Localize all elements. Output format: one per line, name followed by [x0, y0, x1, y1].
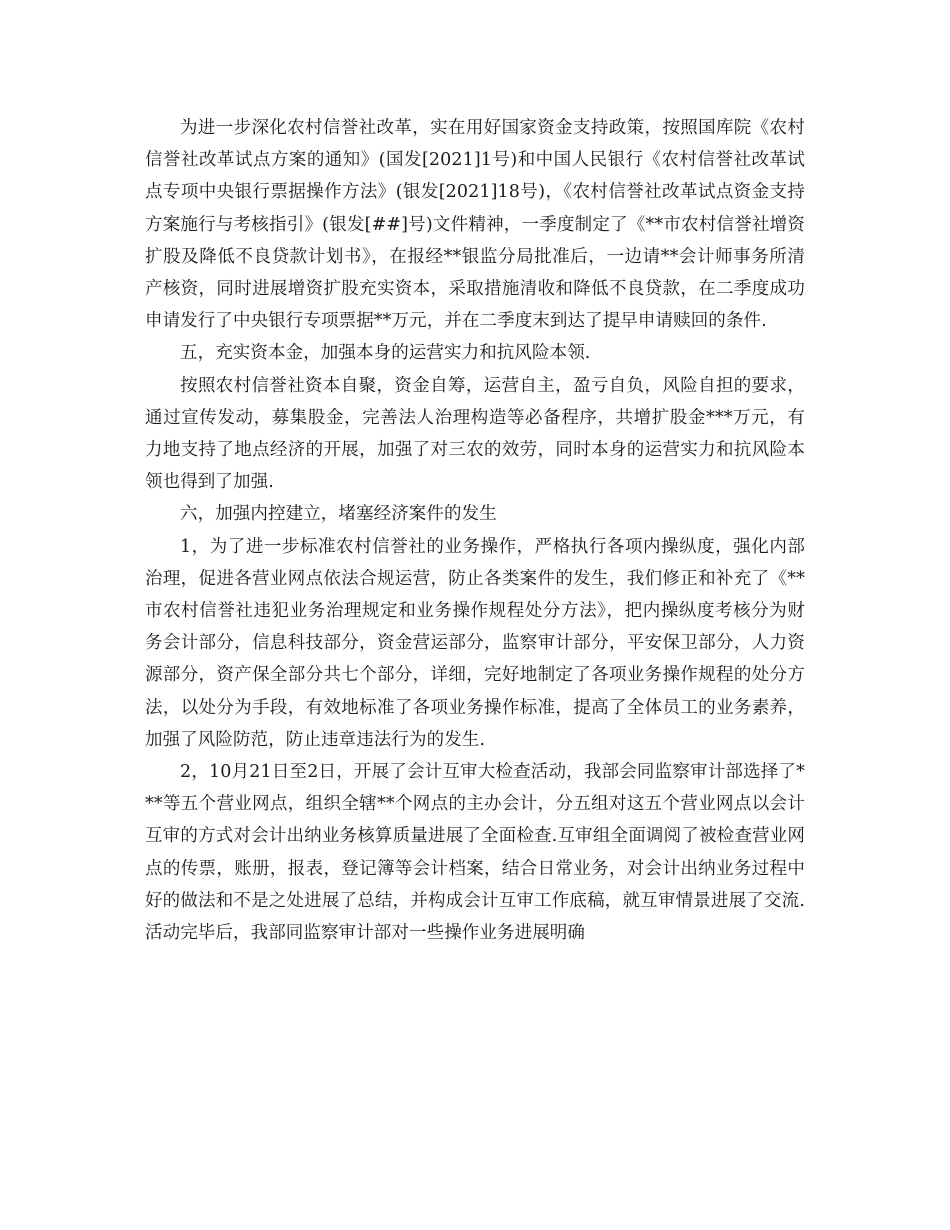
paragraph-reform-funding: 为进一步深化农村信誉社改革，实在用好国家资金支持政策，按照国库院《农村信誉社改革试点方案的通知》(国发[2021]1号)和中国人民银行《农村信誉社改革试点专项中央银行票据操作方法》(银发[2021]18号)，《农村信誉社改革试点资金支持方案施行与考核指引》(银发[##]号)文件精神，一季度制定了《**市农村信誉社增资扩股及降低不良贷款计划书》，在报经**银监分局批准后，一边请**会计师事务所清产核资，同时进展增资扩股充实资本，采取措施清收和降低不良贷款，在二季度成功申请发行了中央银行专项票据**万元，并在二季度末到达了提早申请赎回的条件.: [145, 118, 805, 332]
document-page: [145, 112, 805, 949]
paragraph-internal-control-1: 1，为了进一步标准农村信誉社的业务操作，严格执行各项内操纵度，强化内部治理，促进各营业网点依法合规运营，防止各类案件的发生，我们修正和补充了《**市农村信誉社违犯业务治理规定和业务操作规程处分方法》，把内操纵度考核分为财务会计部分，信息科技部分，资金营运部分，监察审计部分，平安保卫部分，人力资源部分，资产保全部分共七个部分，详细，完好地制定了各项业务操作规程的处分方法，以处分为手段，有效地标准了各项业务操作标准，提高了全体员工的业务素养，加强了风险防范，防止违章违法行为的发生.: [145, 536, 805, 750]
section-heading-internal-control: 六，加强内控建立，堵塞经济案件的发生: [180, 504, 497, 525]
section-heading-capital: 五，充实资本金，加强本身的运营实力和抗风险本领.: [180, 343, 591, 364]
paragraph-internal-control-2: 2，10月21日至2日，开展了会计互审大检查活动，我部会同监察审计部选择了***等五个营业网点，组织全辖**个网点的主办会计，分五组对这五个营业网点以会计互审的方式对会计出纳业务核算质量进展了全面检查.互审组全面调阅了被检查营业网点的传票，账册，报表，登记簿等会计档案，结合日常业务，对会计出纳业务过程中好的做法和不是之处进展了总结，并构成会计互审工作底稿，就互审情景进展了交流.活动完毕后，我部同监察审计部对一些操作业务进展明确: [145, 762, 805, 944]
paragraph-capital: 按照农村信誉社资本自聚，资金自筹，运营自主，盈亏自负，风险自担的要求，通过宣传发动，募集股金，完善法人治理构造等必备程序，共增扩股金***万元，有力地支持了地点经济的开展，加强了对三农的效劳，同时本身的运营实力和抗风险本领也得到了加强.: [145, 375, 805, 493]
